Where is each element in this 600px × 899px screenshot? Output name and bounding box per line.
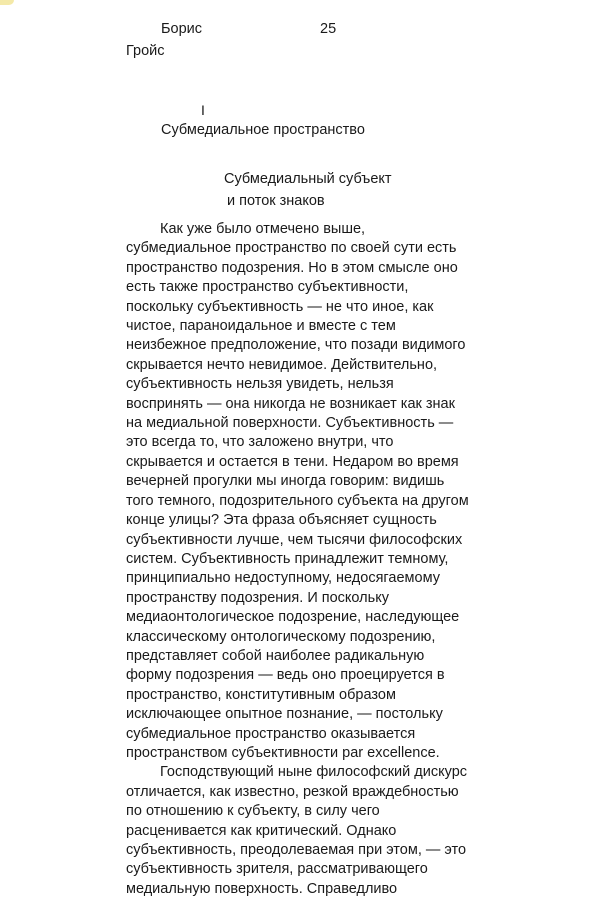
page-number: 25 — [320, 21, 337, 37]
paragraph: Господствующий ныне философский дискурс отличается, как известно, резкой враждебностью по отношению к субъекту, в силу чего расценивается как критический. Однако субъективность, преодолеваемая при этом, — это субъективность зрителя, рассматривающего медиальную поверхность. Справедливо — [126, 764, 468, 897]
running-header-author — [126, 18, 202, 62]
body-text — [126, 220, 471, 899]
page-corner-mark — [0, 0, 14, 5]
part-title: Субмедиальное пространство — [161, 122, 365, 138]
author-first-name: Борис — [161, 21, 202, 37]
part-number: I — [201, 102, 205, 118]
section-title — [224, 168, 392, 212]
section-title-line-2: и поток знаков — [227, 193, 325, 209]
paragraph: Как уже было отмечено выше, субмедиальное пространство по своей сути есть пространство подозрения. Но в этом смысле оно есть также пространство субъективности, поскольку субъективность — не что иное, как чистое, параноидальное и вместе с тем неизбежное предположение, что позади видимого скрывается нечто невидимое. Действительно, субъективность нельзя увидеть, нельзя воспринять — она никогда не возникает как знак на медиальной поверхности. Субъективность — это всегда то, что заложено внутри, что скрывается и остается в тени. Недаром во время вечерней прогулки мы иногда говорим: видишь того темного, подозрительного субъекта на другом конце улицы? Эта фраза объясняет сущность субъективности лучше, чем тысячи философских систем. Субъективность принадлежит темному, принципиально недоступному, недосягаемому пространству подозрения. И поскольку медиаонтологическое подозрение, наследующее классическому онтологическому подозрению, представляет собой наиболее радикальную форму подозрения — ведь оно проецируется в пространство, конститутивным образом исключающее опытное познание, — постольку субмедиальное пространство оказывается пространством субъективности par excellence. — [126, 221, 469, 761]
section-title-line-1: Субмедиальный субъект — [224, 171, 392, 187]
author-last-name: Гройс — [126, 43, 165, 59]
